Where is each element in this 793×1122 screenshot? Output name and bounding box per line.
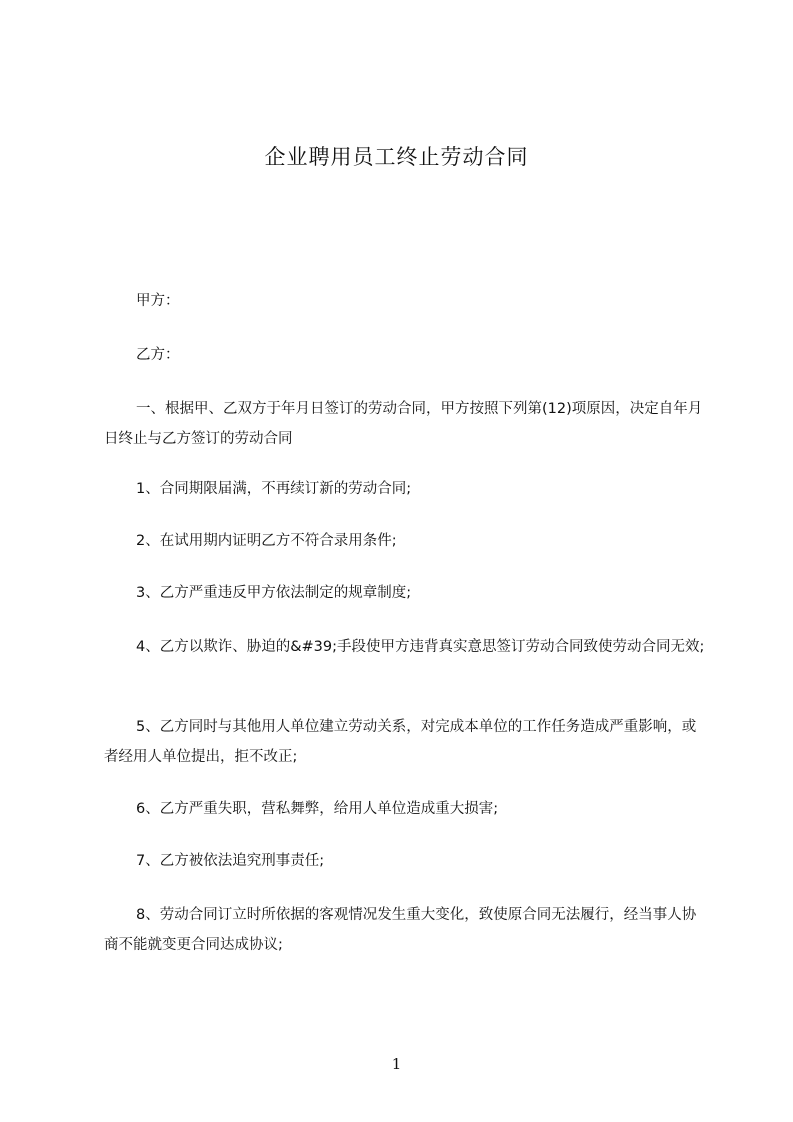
party-b-label: 乙方： bbox=[136, 347, 180, 363]
page-number: 1 bbox=[391, 1055, 402, 1073]
list-item-text: 7、乙方被依法追究刑事责任; bbox=[136, 853, 325, 869]
list-item bbox=[104, 712, 710, 772]
list-item bbox=[104, 526, 710, 556]
list-item bbox=[104, 794, 710, 824]
list-item bbox=[104, 474, 710, 504]
document-title: 企业聘用员工终止劳动合同 bbox=[264, 145, 529, 169]
list-item-text: 2、在试用期内证明乙方不符合录用条件; bbox=[136, 533, 397, 549]
list-item bbox=[104, 846, 710, 876]
list-item-text: 5、乙方同时与其他用人单位建立劳动关系，对完成本单位的工作任务造成严重影响，或者经用人单位提出，拒不改正; bbox=[104, 719, 697, 765]
clause-one-text: 一、根据甲、乙双方于年月日签订的劳动合同，甲方按照下列第(12)项原因，决定自年月日终止与乙方签订的劳动合同 bbox=[104, 401, 703, 447]
list-item bbox=[104, 578, 710, 608]
list-item bbox=[104, 632, 710, 662]
list-item-text: 6、乙方严重失职，营私舞弊，给用人单位造成重大损害; bbox=[136, 801, 499, 817]
list-item bbox=[104, 900, 710, 960]
list-item-text: 4、乙方以欺诈、胁迫的&#39;手段使甲方违背真实意思签订劳动合同致使劳动合同无效; bbox=[136, 639, 705, 655]
party-a-label: 甲方： bbox=[136, 293, 180, 309]
party-a-line bbox=[104, 286, 710, 316]
clause-one-paragraph bbox=[104, 394, 710, 454]
list-item-text: 3、乙方严重违反甲方依法制定的规章制度; bbox=[136, 585, 412, 601]
party-b-line bbox=[104, 340, 710, 370]
list-item-text: 8、劳动合同订立时所依据的客观情况发生重大变化，致使原合同无法履行，经当事人协商不能就变更合同达成协议; bbox=[104, 907, 697, 953]
list-item-text: 1、合同期限届满，不再续订新的劳动合同; bbox=[136, 481, 412, 497]
